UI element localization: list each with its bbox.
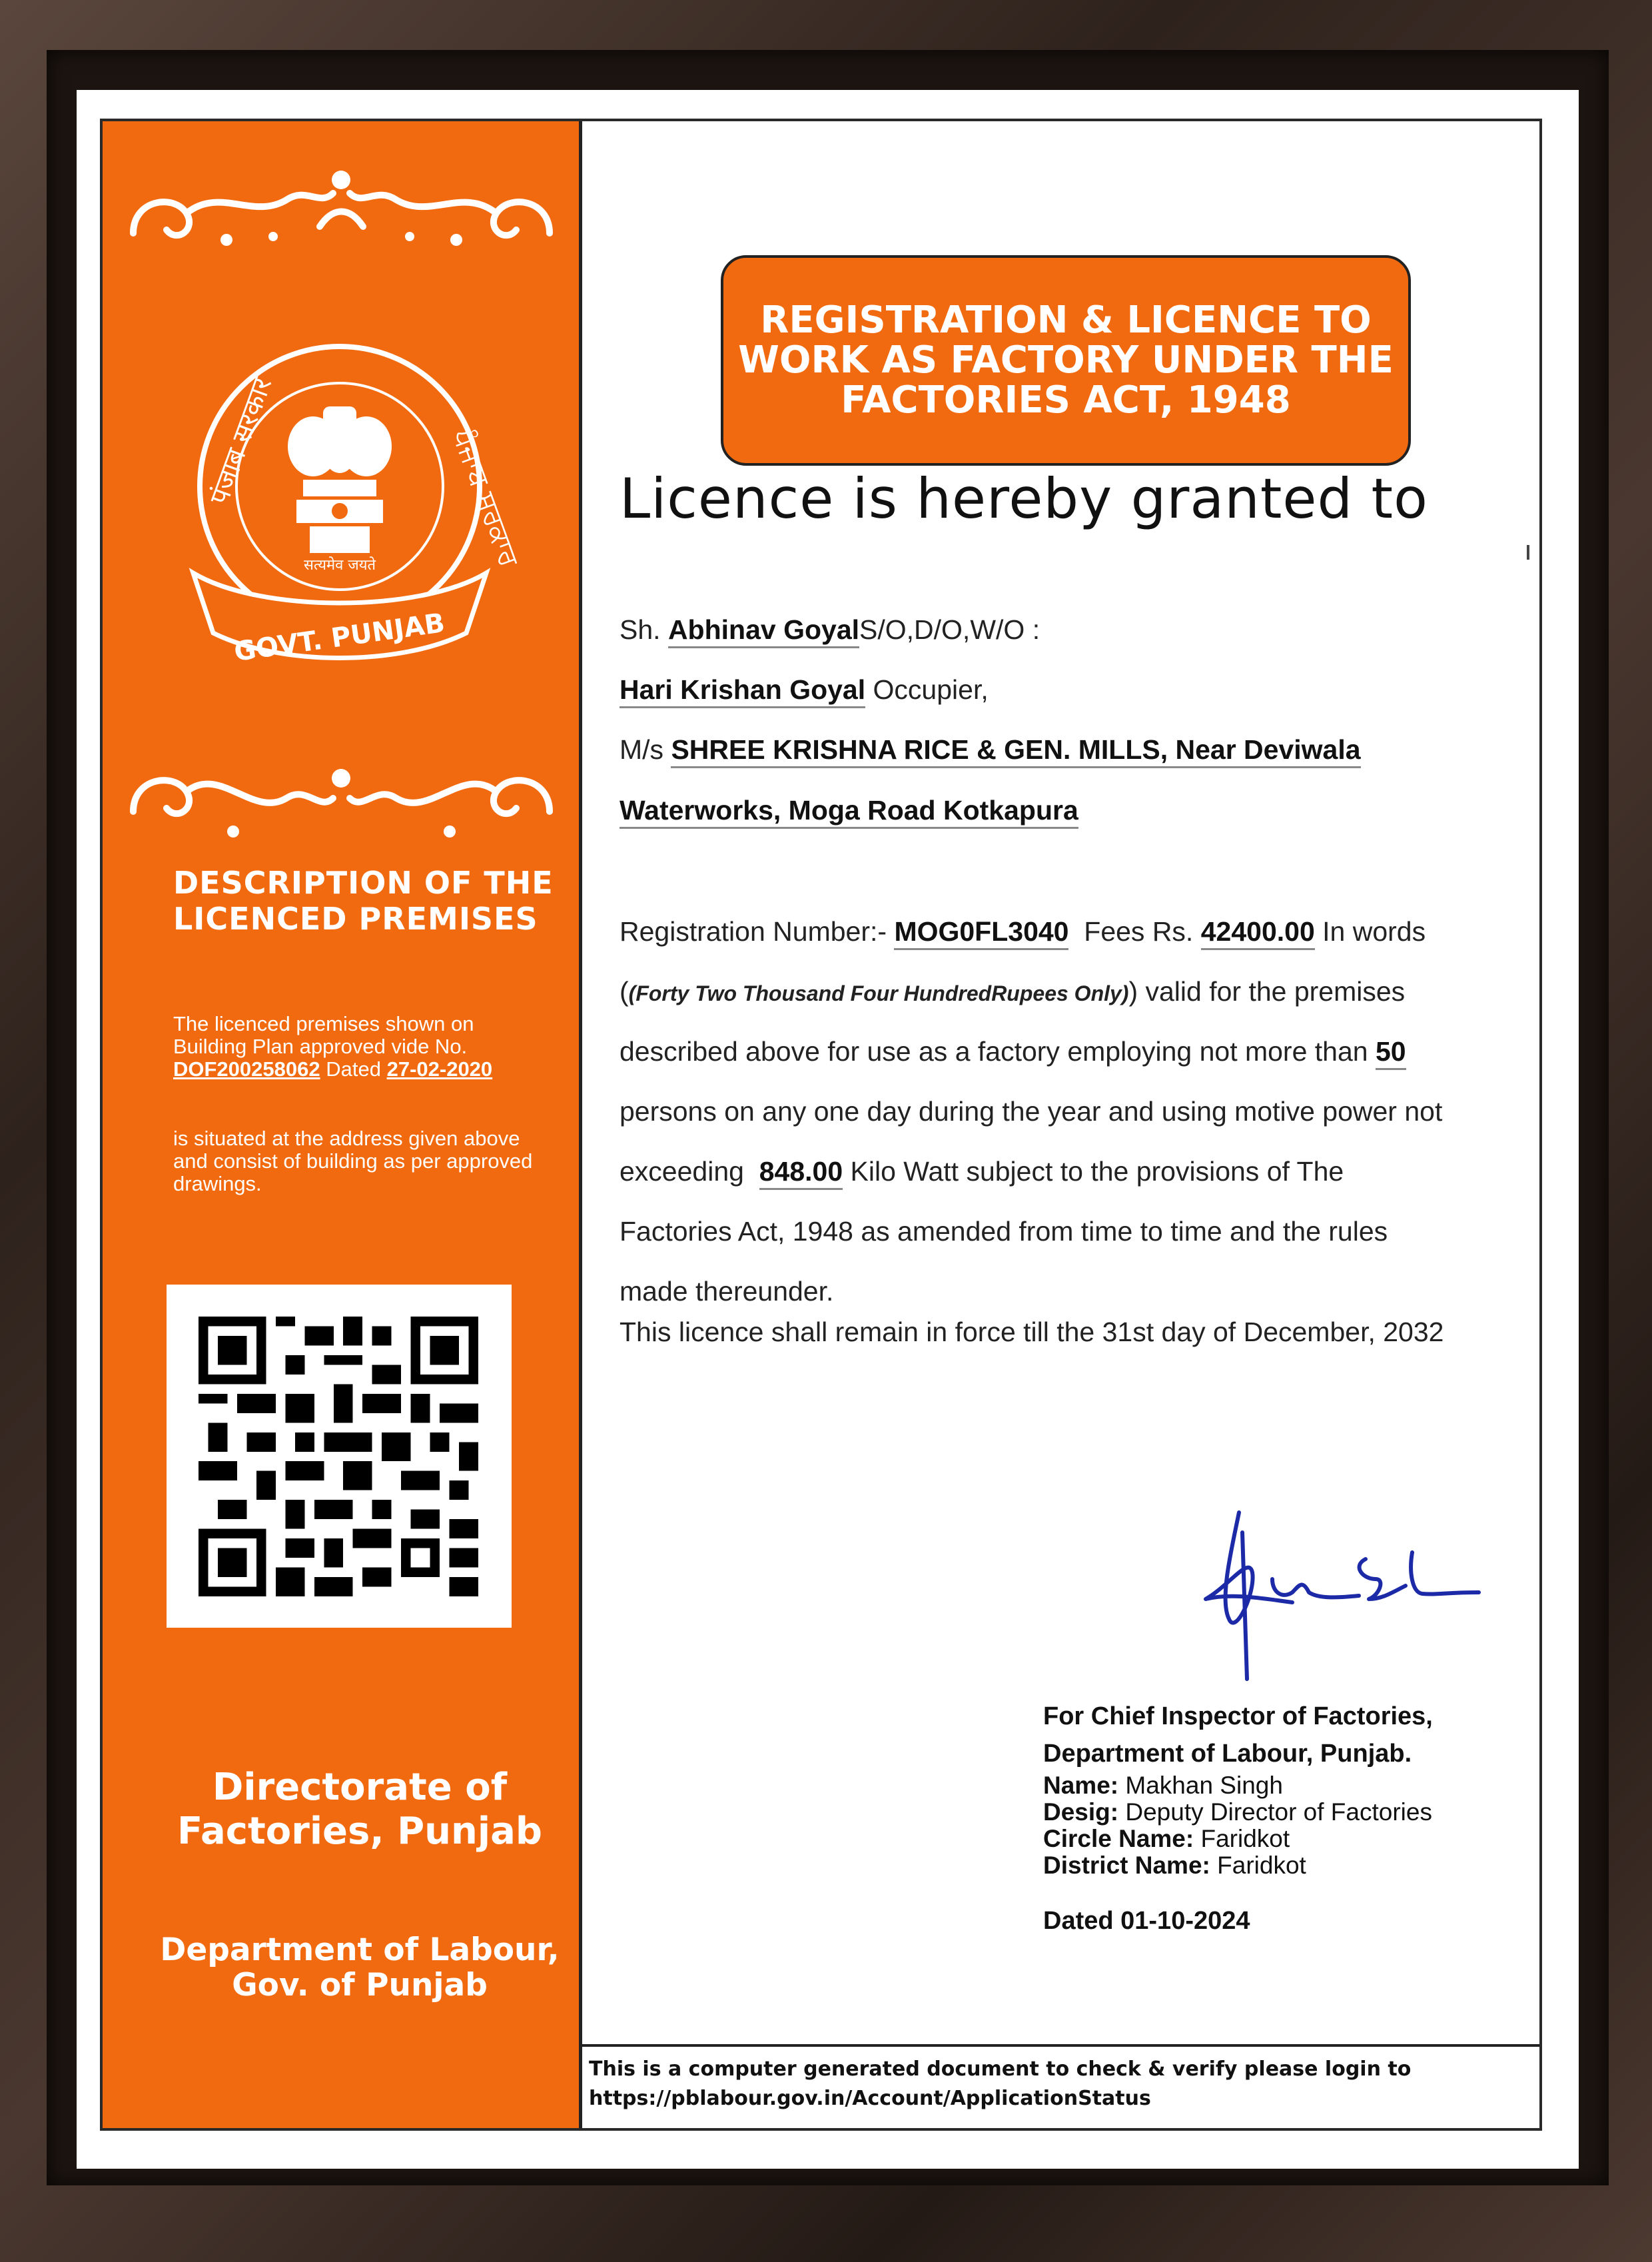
signatory-circle-row xyxy=(1043,1826,1432,1852)
for-line-1: For Chief Inspector of Factories, xyxy=(1043,1702,1433,1730)
qr-code[interactable] xyxy=(167,1285,512,1628)
district-label: District Name: xyxy=(1043,1852,1210,1879)
made-line: made thereunder. xyxy=(620,1276,834,1307)
signatory-district: Faridkot xyxy=(1217,1852,1306,1879)
verification-url-link[interactable]: https://pblabour.gov.in/Account/ApplicationStatus xyxy=(589,2087,1151,2110)
directorate-title: Directorate of Factories, Punjab xyxy=(177,1766,542,1853)
for-line-2: Department of Labour, Punjab. xyxy=(1043,1740,1412,1768)
title-banner xyxy=(721,255,1411,466)
words-line xyxy=(620,976,1405,1007)
validity-line: This licence shall remain in force till the 31st day of December, 2032 xyxy=(620,1317,1444,1347)
department-title: Department of Labour, Gov. of Punjab xyxy=(160,1932,560,2003)
circle-label: Circle Name: xyxy=(1043,1825,1194,1852)
words-open: ( xyxy=(620,976,629,1007)
name-label: Name: xyxy=(1043,1772,1119,1799)
grantee-prefix: Sh. xyxy=(620,614,661,645)
grantee-line-4 xyxy=(620,795,1078,826)
margin-mark xyxy=(1527,545,1529,560)
motive-power: 848.00 xyxy=(759,1156,843,1190)
signatory-desig: Deputy Director of Factories xyxy=(1125,1798,1432,1826)
grantee-name: Abhinav Goyal xyxy=(668,614,859,648)
power-line xyxy=(620,1156,1344,1187)
exceeding-label: exceeding xyxy=(620,1156,744,1187)
signatory-for xyxy=(1043,1698,1433,1772)
plan-text: The licenced premises shown on Building Plan approved vide No. xyxy=(173,1012,474,1058)
footer-note xyxy=(589,2055,1411,2113)
fees-label: Fees Rs. xyxy=(1084,916,1194,947)
persons-line: persons on any one day during the year and using motive power not xyxy=(620,1096,1443,1127)
registration-line xyxy=(620,916,1426,947)
licence-granted-heading: Licence is hereby granted to xyxy=(620,466,1428,531)
plan-approval-text xyxy=(173,1013,546,1081)
desig-label: Desig: xyxy=(1043,1798,1119,1826)
reg-label: Registration Number:- xyxy=(620,916,887,947)
grantee-line-1 xyxy=(620,614,1040,646)
signatory-circle: Faridkot xyxy=(1200,1825,1290,1852)
grantee-line-3 xyxy=(620,734,1361,766)
signatory-name: Makhan Singh xyxy=(1125,1772,1283,1799)
firm-name-line-1: SHREE KRISHNA RICE & GEN. MILLS, Near Deviwala xyxy=(671,734,1360,768)
banner-title: REGISTRATION & LICENCE TO WORK AS FACTORY UNDER THE FACTORIES ACT, 1948 xyxy=(738,298,1394,422)
emblem-motto: सत्यमेव जयते xyxy=(303,557,376,574)
act-line: Factories Act, 1948 as amended from time to time and the rules xyxy=(620,1216,1388,1247)
top-ornament-icon xyxy=(120,160,563,267)
issue-date: Dated 01-10-2024 xyxy=(1043,1907,1250,1935)
workers-line xyxy=(620,1036,1406,1067)
footer-line-1: This is a computer generated document to check & verify please login to xyxy=(589,2057,1412,2081)
qr-code-icon xyxy=(199,1317,478,1596)
grantee-role: Occupier, xyxy=(873,674,989,705)
signatory-name-row xyxy=(1043,1772,1432,1799)
fees-amount: 42400.00 xyxy=(1201,916,1315,950)
fees-in-words: (Forty Two Thousand Four HundredRupees Only) xyxy=(628,981,1129,1005)
govt-punjab-emblem-icon xyxy=(173,333,525,680)
firm-name-line-2: Waterworks, Moga Road Kotkapura xyxy=(620,795,1078,829)
signatory-desig-row xyxy=(1043,1799,1432,1826)
emblem-right-text: ਪੰਜਾਬ ਸਰਕਾਰ xyxy=(446,424,525,571)
signature-image xyxy=(1192,1492,1485,1692)
max-workers: 50 xyxy=(1376,1036,1406,1070)
situated-text: is situated at the address given above and consist of building as per approved drawings. xyxy=(173,1127,533,1195)
plan-date: 27-02-2020 xyxy=(386,1057,493,1081)
firm-prefix: M/s xyxy=(620,734,664,765)
emblem-ribbon-text: GOVT. PUNJAB xyxy=(232,608,447,668)
signatory-details xyxy=(1043,1772,1432,1879)
registration-number: MOG0FL3040 xyxy=(894,916,1068,950)
grantee-relation: S/O,D/O,W/O : xyxy=(859,614,1040,645)
premises-heading: DESCRIPTION OF THE LICENCED PREMISES xyxy=(173,865,554,937)
in-words-label: In words xyxy=(1322,916,1426,947)
grantee-parent: Hari Krishan Goyal xyxy=(620,674,865,708)
plan-dated-label: Dated xyxy=(326,1057,381,1081)
power-tail: Kilo Watt subject to the provisions of The xyxy=(850,1156,1344,1187)
signatory-district-row xyxy=(1043,1852,1432,1879)
plan-number: DOF200258062 xyxy=(173,1057,320,1081)
bottom-ornament-icon xyxy=(120,752,563,858)
desc-text: described above for use as a factory employing not more than xyxy=(620,1036,1368,1067)
words-tail: ) valid for the premises xyxy=(1128,976,1406,1007)
emblem-left-text: पंजाब सरकार xyxy=(204,373,278,509)
grantee-line-2 xyxy=(620,674,989,706)
